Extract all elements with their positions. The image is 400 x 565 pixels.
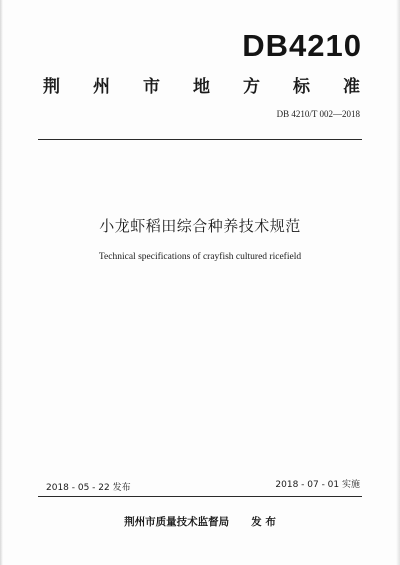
issue-date: 2018 - 05 - 22 发布 — [46, 483, 131, 493]
document-title-chinese: 小龙虾稻田综合种养技术规范 — [99, 217, 301, 235]
publisher-line — [0, 517, 400, 528]
standard-number: DB 4210/T 002—2018 — [276, 109, 360, 119]
org-char: 地 — [193, 77, 210, 97]
org-char: 市 — [143, 77, 160, 97]
document-title-english: Technical specifications of crayfish cultured ricefield — [98, 252, 302, 262]
implementation-date: 2018 - 07 - 01 实施 — [275, 480, 360, 490]
header-divider — [38, 139, 362, 140]
org-char: 标 — [293, 77, 310, 97]
org-char: 州 — [93, 77, 110, 97]
org-char: 荆 — [43, 77, 60, 97]
scan-edge-right — [396, 0, 400, 565]
footer-divider — [38, 496, 362, 497]
publisher-name: 荆州市质量技术监督局 — [124, 516, 230, 528]
publish-action: 发 布 — [251, 516, 276, 528]
scan-edge-left — [0, 0, 3, 565]
org-char: 准 — [343, 77, 360, 97]
standard-organization — [43, 79, 360, 96]
org-char: 方 — [243, 77, 260, 97]
standard-code: DB4210 — [242, 28, 362, 63]
